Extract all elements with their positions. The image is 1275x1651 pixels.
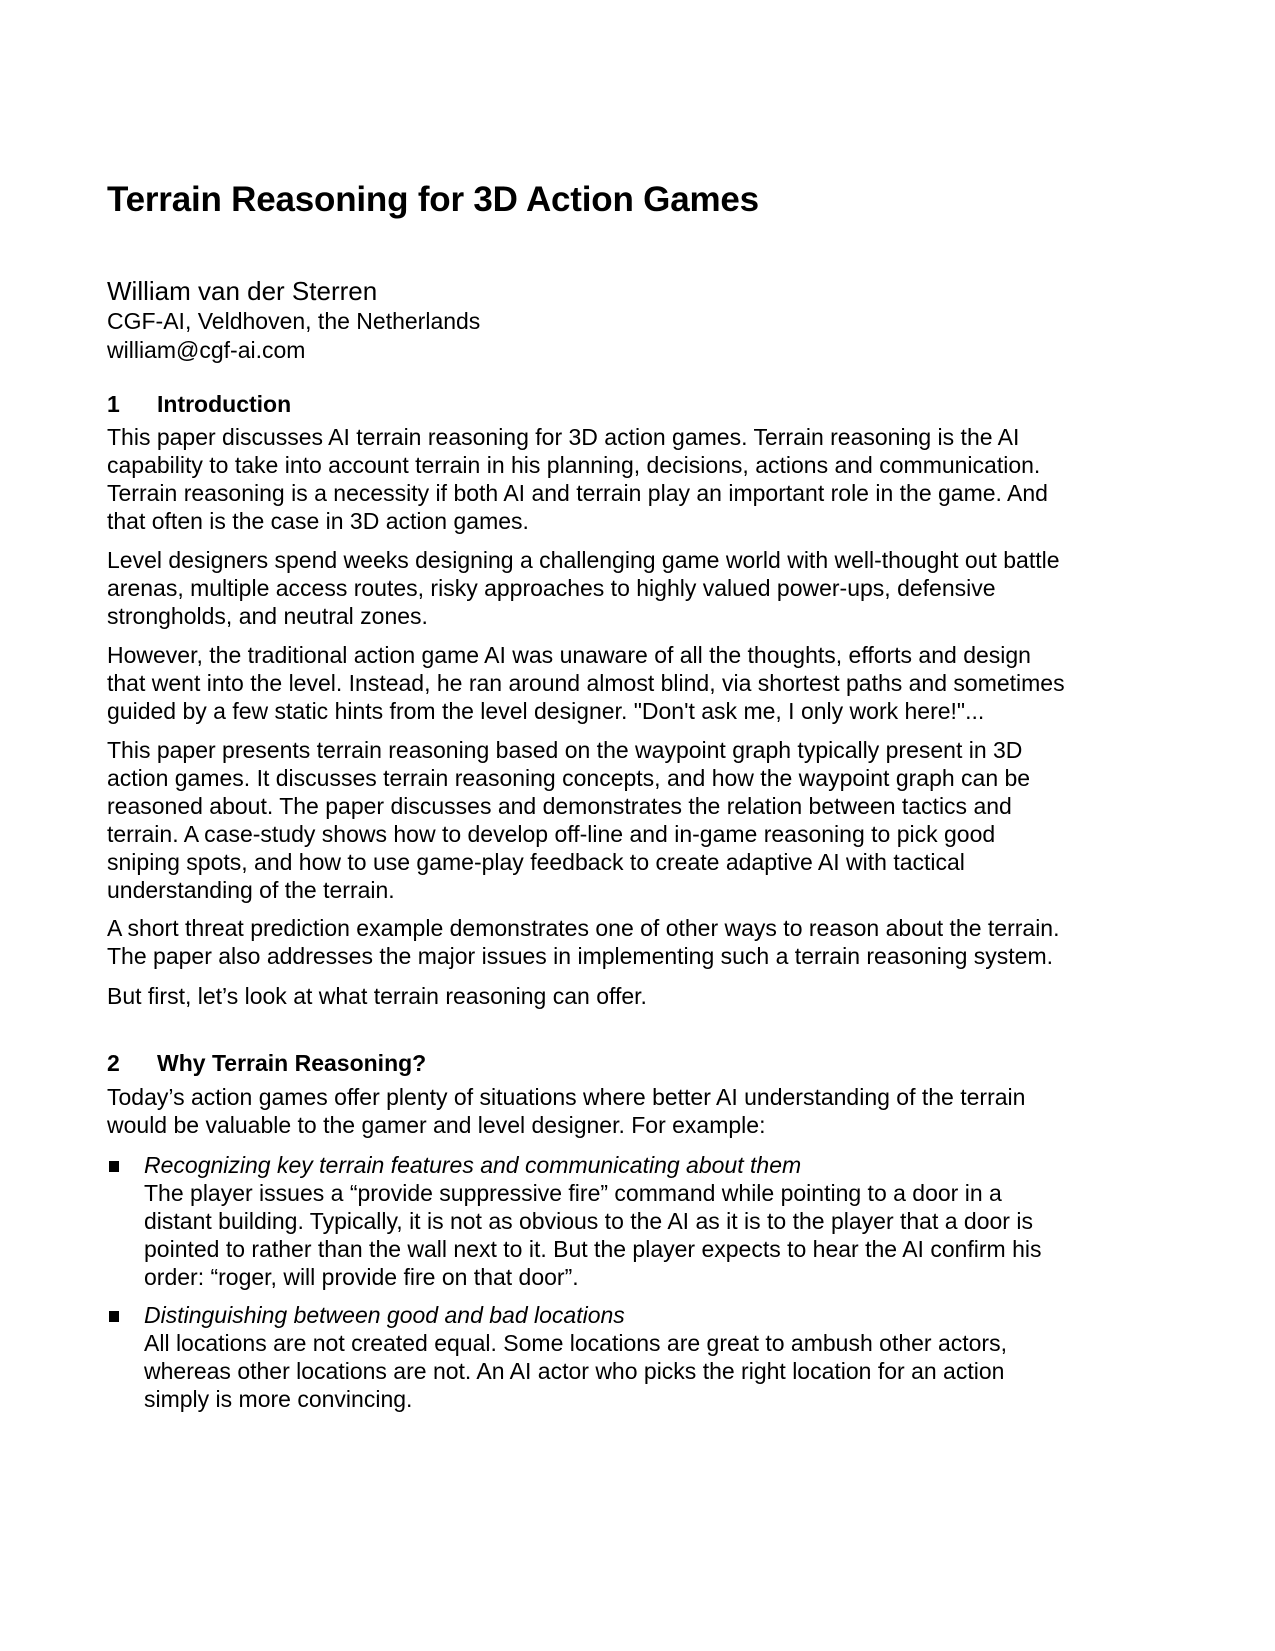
- text-line: action games. It discusses terrain reasoning concepts, and how the waypoint graph can be: [107, 765, 1031, 791]
- section-title: Introduction: [157, 391, 292, 417]
- text-line: sniping spots, and how to use game-play feedback to create adaptive AI with tactical: [107, 849, 965, 875]
- text-line: strongholds, and neutral zones.: [107, 603, 428, 629]
- square-bullet-icon: [109, 1161, 119, 1172]
- text-line: terrain. A case-study shows how to develop off-line and in-game reasoning to pick good: [107, 821, 996, 847]
- text-line: The player issues a “provide suppressive fire” command while pointing to a door in a: [144, 1180, 1002, 1206]
- section-title: Why Terrain Reasoning?: [157, 1050, 427, 1076]
- section-heading-why-terrain-reasoning: [107, 1050, 426, 1077]
- text-line: But first, let’s look at what terrain reasoning can offer.: [107, 983, 647, 1009]
- author-email: william@cgf-ai.com: [107, 337, 306, 363]
- text-line: would be valuable to the gamer and level designer. For example:: [107, 1112, 766, 1138]
- author-affiliation: CGF-AI, Veldhoven, the Netherlands: [107, 308, 481, 334]
- paragraph: [107, 914, 1117, 970]
- paragraph: [107, 546, 1117, 630]
- text-line: understanding of the terrain.: [107, 877, 395, 903]
- text-line: Terrain reasoning is a necessity if both AI and terrain play an important role in the game. And: [107, 480, 1048, 506]
- text-line: However, the traditional action game AI was unaware of all the thoughts, efforts and design: [107, 642, 1031, 668]
- text-line: Today’s action games offer plenty of situations where better AI understanding of the terrain: [107, 1084, 1026, 1110]
- bullet-item: [107, 1151, 1117, 1291]
- bullet-heading: Recognizing key terrain features and communicating about them: [144, 1152, 802, 1178]
- text-line: whereas other locations are not. An AI actor who picks the right location for an action: [144, 1358, 1005, 1384]
- bullet-item: [107, 1301, 1117, 1413]
- text-line: A short threat prediction example demonstrates one of other ways to reason about the terrain.: [107, 915, 1060, 941]
- text-line: All locations are not created equal. Some locations are great to ambush other actors,: [144, 1330, 1007, 1356]
- text-line: guided by a few static hints from the level designer. "Don't ask me, I only work here!"...: [107, 698, 985, 724]
- author-name: William van der Sterren: [107, 276, 378, 306]
- section-heading-introduction: [107, 391, 291, 418]
- text-line: reasoned about. The paper discusses and demonstrates the relation between tactics and: [107, 793, 1012, 819]
- text-line: distant building. Typically, it is not as obvious to the AI as it is to the player that a door is: [144, 1208, 1033, 1234]
- text-line: capability to take into account terrain in his planning, decisions, actions and communication.: [107, 452, 1041, 478]
- bullet-heading: Distinguishing between good and bad locations: [144, 1302, 625, 1328]
- paragraph: [107, 982, 1117, 1010]
- section-number: 1: [107, 391, 120, 417]
- text-line: that often is the case in 3D action games.: [107, 508, 529, 534]
- paragraph: [107, 736, 1117, 904]
- text-line: simply is more convincing.: [144, 1386, 413, 1412]
- text-line: This paper discusses AI terrain reasoning for 3D action games. Terrain reasoning is the AI: [107, 424, 1020, 450]
- paragraph: [107, 1083, 1117, 1139]
- text-line: Level designers spend weeks designing a challenging game world with well-thought out battle: [107, 547, 1060, 573]
- text-line: order: “roger, will provide fire on that door”.: [144, 1264, 579, 1290]
- text-line: pointed to rather than the wall next to it. But the player expects to hear the AI confirm his: [144, 1236, 1042, 1262]
- text-line: arenas, multiple access routes, risky approaches to highly valued power-ups, defensive: [107, 575, 996, 601]
- text-line: This paper presents terrain reasoning based on the waypoint graph typically present in 3D: [107, 737, 1023, 763]
- paper-title: Terrain Reasoning for 3D Action Games: [107, 180, 759, 219]
- square-bullet-icon: [109, 1311, 119, 1322]
- text-line: that went into the level. Instead, he ran around almost blind, via shortest paths and sometimes: [107, 670, 1065, 696]
- paragraph: [107, 423, 1117, 535]
- text-line: The paper also addresses the major issues in implementing such a terrain reasoning system.: [107, 943, 1054, 969]
- section-number: 2: [107, 1050, 120, 1076]
- paragraph: [107, 641, 1117, 725]
